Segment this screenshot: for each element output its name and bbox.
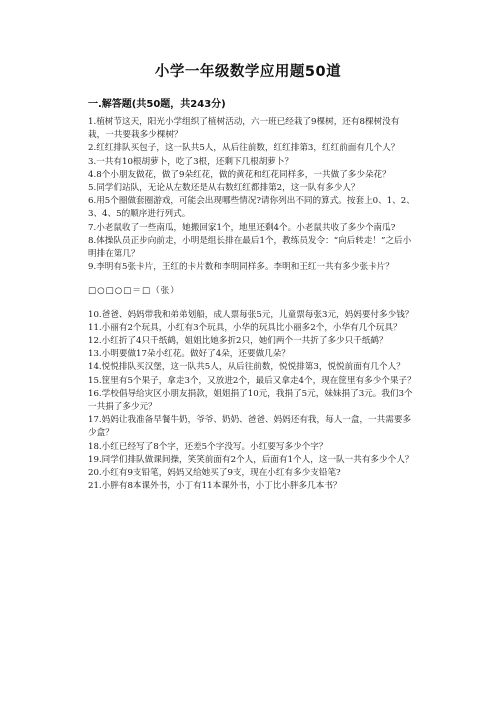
- question-item: 14.悦悦排队买汉堡，这一队共5人，从后往前数，悦悦排第3，悦悦前面有几个人？: [88, 362, 405, 373]
- page-title: 小学一年级数学应用题50道: [154, 64, 342, 80]
- section-heading: 一.解答题(共50题，共243分): [88, 99, 226, 110]
- question-item: 18.小红已经写了8个字，还差5个字没写。小红要写多少个字？: [88, 441, 328, 452]
- question-item: 17.妈妈让我准备早餐牛奶，爷爷、奶奶、爸爸、妈妈还有我，每人一盒，一共需要多少盒？: [88, 415, 412, 439]
- question-item: 2.红红排队买包子，这一队共5人，从后往前数，红红排第3，红红前面有几个人？: [88, 143, 400, 154]
- question-item: 7.小老鼠收了一些南瓜，她搬回家1个，地里还剩4个。小老鼠共收了多少个南瓜?: [88, 222, 396, 233]
- question-item: 15.筐里有5个果子，拿走3个，又放进2个，最后又拿走4个，现在筐里有多少个果子？: [88, 375, 416, 386]
- question-item: 21.小胖有8本课外书，小丁有11本课外书，小丁比小胖多几本书？: [88, 481, 342, 492]
- question-item: 19.同学们排队做课间操，笑笑前面有2个人，后面有1个人，这一队一共有多少个人？: [88, 454, 414, 465]
- question-item: 9.李明有5张卡片，王红的卡片数和李明同样多。李明和王红一共有多少张卡片？: [88, 262, 394, 273]
- question-item: 1.植树节这天，阳光小学组织了植树活动，六一班已经栽了9棵树，还有8棵树没有栽，一共要栽多少棵树？: [88, 117, 400, 141]
- question-item: 16.学校倡导给灾区小朋友捐款，姐姐捐了10元，我捐了5元，妹妹捐了3元。我们3个一共捐了多少元？: [88, 388, 413, 413]
- question-item: 3.一共有10根胡萝卜，吃了3根，还剩下几根胡萝卜？: [88, 156, 294, 167]
- question-item: 8.体操队员正步向前走，小明是组长排在最后1个，教练员发令：“向后转走！”之后小明排在第几？: [88, 235, 412, 260]
- question-item: 11.小丽有2个玩具，小红有3个玩具，小华的玩具比小丽多2个，小华有几个玩具？: [88, 322, 402, 333]
- answer-blank-formula: □○□○□＝□（张）: [88, 286, 180, 297]
- question-item: 6.用5个圈做套圈游戏，可能会出现哪些情况?请你列出不同的算式。按套上0、1、2、3、4、5的顺序进行列式。: [88, 196, 415, 220]
- question-item: 10.爸爸、妈妈带我和弟弟划船，成人票每张5元，儿童票每张3元，妈妈要付多少钱？: [88, 309, 414, 320]
- question-item: 12.小红折了4只千纸鹤，姐姐比她多折2只，她们两个一共折了多少只千纸鹤？: [88, 336, 388, 347]
- question-item: 5.同学们站队，无论从左数还是从右数红红都排第2，这一队有多少人？: [88, 183, 360, 194]
- question-item: 20.小红有9支铅笔，妈妈又给她买了9支，现在小红有多少支铅笔?: [88, 468, 341, 479]
- question-list: [88, 116, 416, 493]
- question-item: 4.8个小朋友做花，做了9朵红花，做的黄花和红花同样多，一共做了多少朵花？: [88, 169, 391, 180]
- question-item: 13.小明要做17朵小红花。做好了4朵，还要做几朵？: [88, 349, 290, 360]
